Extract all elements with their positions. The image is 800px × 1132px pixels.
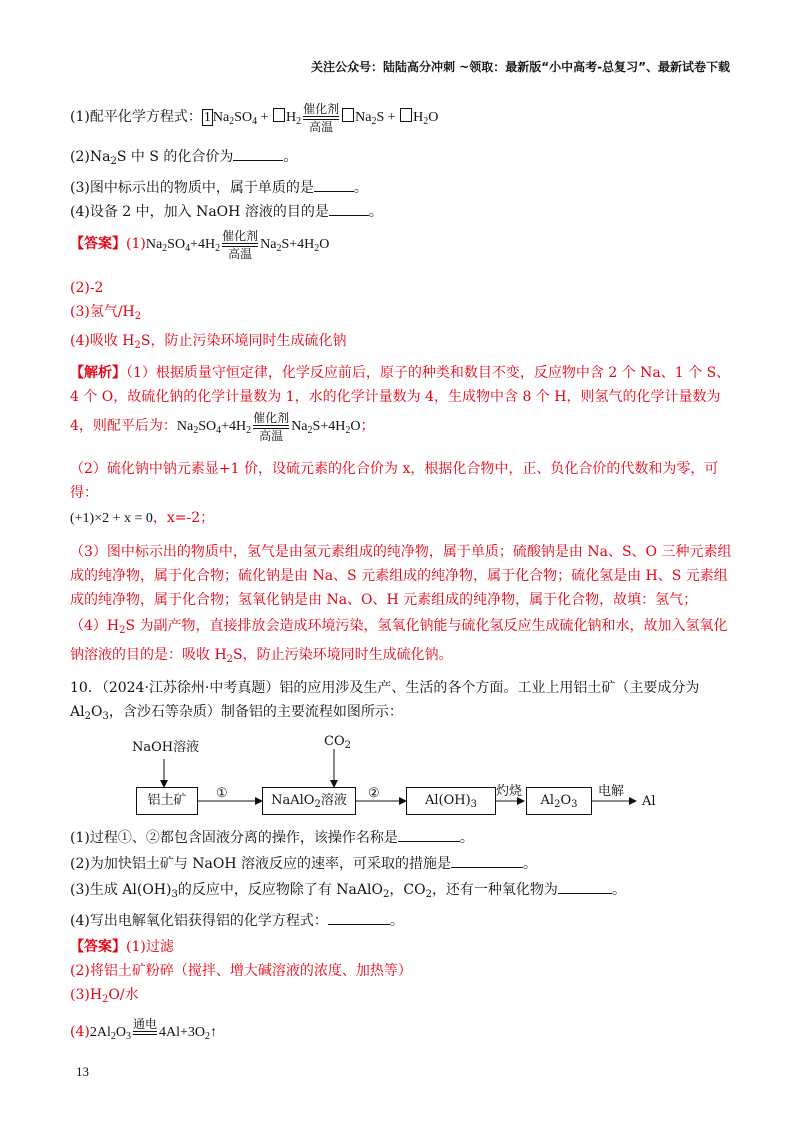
q9-sub1-label: (1)配平化学方程式： [70,109,202,126]
q9-analysis-1b: 4，则配平后为：$Na_2SO_4+4H_2$ 催化剂 高温 $Na_2S+4H_2O$； [70,411,375,443]
valence-equation: (+1)×2 + x = 0 [70,511,153,526]
q9-answer-2: (2)-2 [70,280,104,296]
coef-box-empty [400,108,412,122]
eq-na2so4: Na [212,110,230,126]
answer-equation: $Na_2SO_4+4H_2$ 催化剂 高温 $Na_2S+4H_2O$ [145,229,330,261]
answer-label: 【答案】 [70,939,126,955]
q10-sub2: (2)为加快铝土矿与 NaOH 溶液反应的速率，可采取的措施是 。 [70,853,732,875]
analysis-equation: $Na_2SO_4+4H_2$ 催化剂 高温 $Na_2S+4H_2O$ [176,411,361,443]
reaction-condition: 通电 [133,1017,157,1049]
step-2: ② [368,786,380,801]
q9-answer-4: (4)吸收 $H_2S$，防止污染环境同时生成硫化钠 [70,333,347,351]
reaction-condition: 催化剂 高温 [222,229,259,261]
eq-h2o: H [413,110,424,126]
process-flow-diagram [70,731,732,823]
eq-plus: + [387,110,396,126]
box-al2o3: $Al_2O_3$ [526,787,592,815]
q9-equation: 1 $Na_2SO_4 + H_2$ 催化剂 高温 $Na_2S + H_2O$ [203,102,439,134]
q9-sub1 [70,102,732,136]
answer-blank[interactable] [329,201,369,216]
q9-analysis-2b: (+1)×2 + x = 0，x=-2； [70,510,215,526]
reaction-condition: 催化剂 高温 [253,411,290,443]
step-1: ① [216,786,228,801]
co2-label: $CO_2$ [324,734,351,751]
q9-sub2-formula: Na [89,149,111,165]
naoh-label: NaOH溶液 [132,740,200,755]
box-aloh3: $Al(OH)_3$ [406,787,496,815]
answer-blank[interactable] [233,146,283,161]
box-bauxite: 铝土矿 [136,787,198,815]
roast-label: 灼烧 [496,784,523,799]
page-content [70,102,732,1051]
q10-answer-2: (2)将铝土矿粉碎（搅拌、增大碱溶液的浓度、加热等） [70,963,412,979]
eq-na2s: Na [355,110,372,126]
cond-top: 催化剂 [303,102,340,116]
electrolysis-label: 电解 [598,784,625,799]
al-product: Al [642,794,656,809]
q9-sub3-text: (3)图中标示出的物质中，属于单质的是 [70,180,314,196]
cond-bottom: 高温 [309,120,334,134]
q9-sub4-text: (4)设备 2 中，加入 NaOH 溶液的目的是 [70,204,329,220]
eq-plus: + [260,110,269,126]
q9-analysis-1: 【解析】（1）根据质量守恒定律，化学反应前后，原子的种类和数目不变，反应物中含 2 个 Na、1 个 S、4 个 O，故硫化钠的化学计量数为 1，水的化学计量数为 4，生成物中含 8 个 H，则氢气的化学计量数为 [70,365,731,405]
punct: 。 [368,204,383,220]
answer-blank[interactable] [314,177,354,192]
electrolysis-equation: $2Al_2O_3$ 通电 $4Al+3O_2↑$ [90,1025,217,1040]
answer-num: (1) [126,236,146,253]
q10-sub4: (4)写出电解氧化铝获得铝的化学方程式： 。 [70,910,732,932]
analysis-label: 【解析】 [70,365,126,381]
q9-analysis-2: （2）硫化钠中钠元素显+1 价，设硫元素的化合价为 x，根据化合物中，正、负化合价的代数和为零，可得： [70,461,719,501]
q9-sub3 [70,177,732,199]
punct: 。 [283,149,298,165]
q10-stem: 10．（2024·江苏徐州·中考真题）铝的应用涉及生产、生活的各个方面。工业上用铝土矿（主要成分为 $Al_2O_3$，含沙石等杂质）制备铝的主要流程如图所示： [70,680,700,722]
q9-sub2-text: 中 S 的化合价为 [130,149,234,165]
q9-answer-1 [70,229,732,263]
box-naalo2: NaAlO$_2$溶液 [262,787,356,815]
answer-blank[interactable] [558,879,612,894]
q10-answer-1: 【答案】(1)过滤 [70,939,174,955]
header-note: 关注公众号：陆陆高分冲刺 ~领取：最新版“小中高考-总复习”、最新试卷下载 [311,60,730,74]
q9-answer-3: (3)氢气$/H_2$ [70,304,142,322]
reaction-condition [303,102,339,134]
answer-blank[interactable] [451,853,523,868]
page-number: 13 [76,1064,89,1079]
q10-sub1: (1)过程①、②都包含固液分离的操作，该操作名称是 。 [70,827,732,849]
answer-blank[interactable] [328,910,390,925]
eq-h2: H [285,110,297,126]
q10-answer-3: $(3)H_2O/$水 [70,987,139,1005]
q9-analysis-3: （3）图中标示出的物质中，氢气是由氢元素组成的纯净物，属于单质；硫酸钠是由 Na、S、O 三种元素组成的纯净物，属于化合物；硫化钠是由 Na、S 元素组成的纯净物，属于化合物；硫化氢是由 H、S 元素组成的纯净物，属于化合物；氢氧化钠是由 Na、O、H 元素组成的纯净物，属于化合物，故填：氢气； [70,544,732,608]
q10-answer-4: $(4)2Al_2O_3$ 通电 $4Al+3O_2↑$ [70,1017,732,1051]
punct: 。 [353,180,368,196]
coef-box-empty [342,108,354,122]
coef-box-empty [273,108,285,122]
answer-label: 【答案】 [70,236,126,253]
q10-sub3: (3)生成 $Al(OH)_3$的反应中，反应物除了有 NaAlO$_2$，$CO_2$，还有一种氧化物为 。 [70,879,732,906]
q9-sub2: $(2)Na_2S$ 中 S 的化合价为 。 [70,146,732,173]
coef-box-filled: 1 [203,110,211,126]
q9-analysis-4: $(4)H_2S$ 为副产物，直接排放会造成环境污染，氢氧化钠能与硫化氢反应生成硫化钠和水，故加入氢氧化钠溶液的目的是：吸收 $H_2S$，防止污染环境同时生成硫化钠。 [70,618,728,665]
answer-blank[interactable] [398,827,460,842]
q9-sub4 [70,201,732,223]
